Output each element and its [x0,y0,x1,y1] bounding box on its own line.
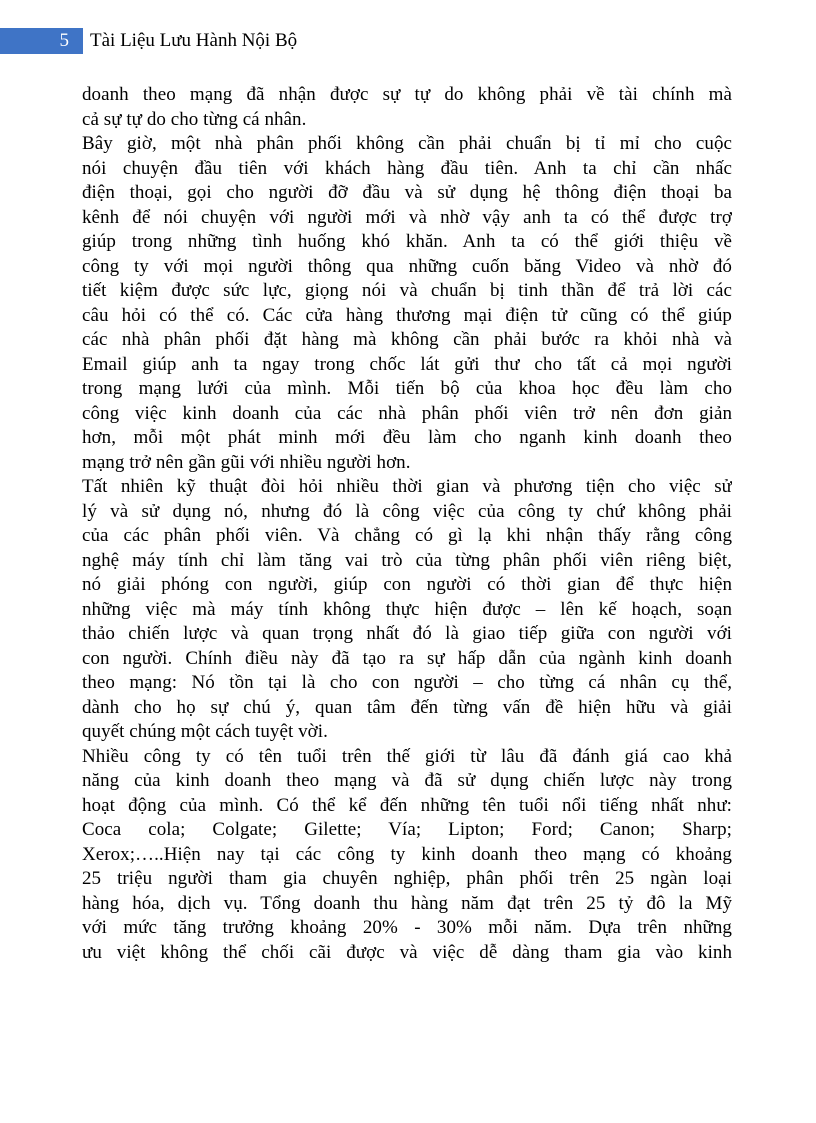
text-line: của các phân phối viên. Và chẳng có gì lạ khi nhận thấy rằng công [82,525,732,546]
text-line: thảo chiến lược và quan trọng nhất đó là giao tiếp giữa con người với [82,623,732,644]
text-line: hoạt động của mình. Có thể kể đến những tên tuổi nổi tiếng nhất như: [82,794,732,816]
text-line: con người. Chính điều này đã tạo ra sự hấp dẫn của ngành kinh doanh [82,647,732,669]
text-line: trong mạng lưới của mình. Mỗi tiến bộ của khoa học đều làm cho [82,378,732,399]
text-line: nó giải phóng con người, giúp con người có thời gian để thực hiện [82,574,732,595]
text-line: nói chuyện đầu tiên với khách hàng đầu tiên. Anh ta chỉ cần nhấc [82,157,732,179]
text-line: Email giúp anh ta ngay trong chốc lát gửi thư cho tất cả mọi người [82,353,732,375]
text-line: điện thoại, gọi cho người đỡ đầu và sử dụng hệ thông điện thoại ba [82,182,732,203]
text-line: mạng trở nên gần gũi với nhiều người hơn. [82,451,411,473]
text-line: Bây giờ, một nhà phân phối không cần phải chuẩn bị tỉ mỉ cho cuộc [82,133,732,154]
text-line: tiết kiệm được sức lực, giọng nói và chuẩn bị tinh thần để trả lời các [82,280,732,301]
text-line: doanh theo mạng đã nhận được sự tự do không phải về tài chính mà [82,84,732,105]
text-line: ưu việt không thể chối cãi được và việc dễ dàng tham gia vào kinh [82,941,732,963]
text-line: Nhiều công ty có tên tuổi trên thế giới từ lâu đã đánh giá cao khả [82,745,732,767]
body-text [82,83,732,965]
text-line: Coca cola; Colgate; Gilette; Vía; Lipton; Ford; Canon; Sharp; [82,819,732,840]
page-header [0,28,816,54]
text-line: câu hỏi có thể có. Các cửa hàng thương mại điện tử cũng có thể giúp [82,304,732,326]
text-line: những việc mà máy tính không thực hiện được – lên kế hoạch, soạn [82,598,732,620]
text-line: cả sự tự do cho từng cá nhân. [82,108,307,130]
text-line: công việc kinh doanh của các nhà phân phối viên trở nên đơn giản [82,402,732,424]
text-line: với mức tăng trưởng khoảng 20% - 30% mỗi năm. Dựa trên những [82,917,732,938]
text-line: Tất nhiên kỹ thuật đòi hỏi nhiều thời gian và phương tiện cho việc sử [82,476,732,497]
text-line: dành cho họ sự chú ý, quan tâm đến từng vấn đề hiện hữu và giải [82,696,732,718]
text-line: hàng hóa, dịch vụ. Tổng doanh thu hàng năm đạt trên 25 tỷ đô la Mỹ [82,892,732,914]
text-line: quyết chúng một cách tuyệt vời. [82,721,328,742]
text-line: hơn, mỗi một phát minh mới đều làm cho nganh kinh doanh theo [82,427,732,448]
text-line: Xerox;…..Hiện nay tại các công ty kinh doanh theo mạng có khoảng [82,843,732,865]
text-line: giúp trong những tình huống khó khăn. Anh ta có thể giới thiệu về [82,231,732,252]
text-line: theo mạng: Nó tồn tại là cho con người – cho từng cá nhân cụ thể, [82,672,732,693]
text-line: nghệ máy tính chỉ làm tăng vai trò của từng phân phối viên riêng biệt, [82,549,732,571]
text-line: năng của kinh doanh theo mạng và đã sử dụng chiến lược này trong [82,770,732,791]
text-line: công ty với mọi người thông qua những cuốn băng Video và nhờ đó [82,255,732,277]
text-line: 25 triệu người tham gia chuyên nghiệp, phân phối trên 25 ngàn loại [82,868,732,889]
text-line: lý và sử dụng nó, nhưng đó là công việc của công ty chứ không phải [82,500,732,522]
document-header-title: Tài Liệu Lưu Hành Nội Bộ [90,30,298,51]
page-number: 5 [0,28,83,54]
text-line: các nhà phân phối đặt hàng mà không cần phải bước ra khỏi nhà và [82,329,732,350]
text-line: kênh để nói chuyện với người mới và nhờ vậy anh ta có thể được trợ [82,206,732,228]
